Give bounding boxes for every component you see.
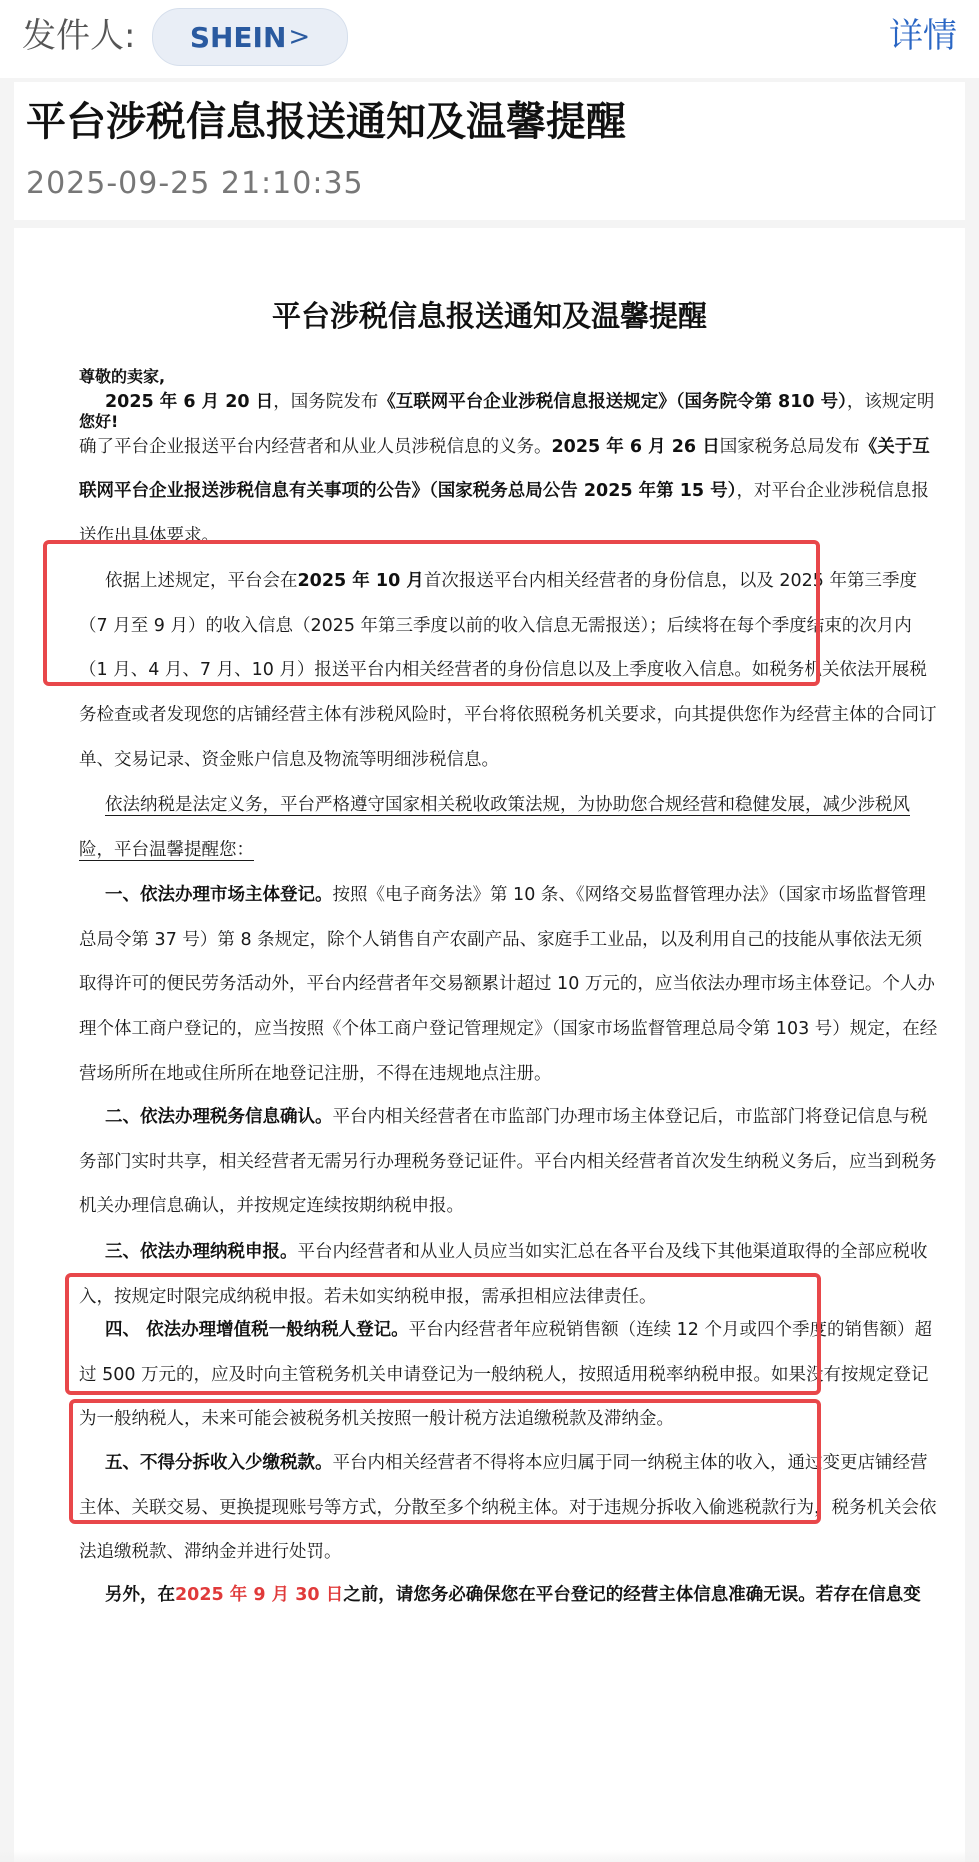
text-run: 之前，请您务必确保您在平台登记的经营主体信息准确无误。若存在信息变 <box>343 1585 921 1605</box>
text-run: ，国务院发布 <box>273 392 379 412</box>
paragraph-regulation <box>79 380 939 559</box>
text-run: 一、依法办理市场主体登记。 <box>105 885 333 905</box>
text-run: 四、 依法办理增值税一般纳税人登记。 <box>105 1320 409 1340</box>
document-title: 平台涉税信息报送通知及温馨提醒 <box>271 299 707 333</box>
text-run: 另外，在 <box>105 1585 175 1605</box>
greeting-hello: 您好! <box>79 412 119 431</box>
details-link[interactable]: 详情 <box>889 16 957 56</box>
paragraph-tax-confirmation <box>79 1095 939 1229</box>
text-run: 依据上述规定，平台会在 <box>105 571 298 591</box>
sender-chip[interactable] <box>152 8 348 66</box>
paragraph-reporting <box>79 559 939 783</box>
paragraph-market-registration <box>79 873 939 1097</box>
sender-name: SHEIN <box>189 20 287 54</box>
text-run: ，该规定明确了平台企业报送平台内经营者和从业人员涉税信息的义务。 <box>79 392 935 457</box>
chevron-right-icon: > <box>288 22 311 52</box>
text-run: 国家税务总局发布 <box>719 436 860 457</box>
paragraph-reminder-intro <box>79 783 939 872</box>
bottom-fade <box>0 1850 979 1862</box>
paragraph-tax-filing <box>79 1230 939 1319</box>
paragraph-vat-registration <box>79 1308 939 1442</box>
sender-bar <box>0 0 979 78</box>
text-run: ，对平台企业涉税信息报送作出具体要求。 <box>79 481 929 547</box>
text-run: 二、依法办理税务信息确认。 <box>105 1107 333 1127</box>
paragraph-deadline <box>79 1573 939 1618</box>
text-run: 2025 年 6 月 20 日 <box>105 392 274 412</box>
text-run: 三、依法办理纳税申报。 <box>105 1242 298 1262</box>
mail-datetime: 2025-09-25 21:10:35 <box>26 166 364 201</box>
text-run: 按照《电子商务法》第 10 条、《网络交易监督管理办法》（国家市场监督管理总局令第 37 号）第 8 条规定，除个人销售自产农副产品、家庭手工业品，以及利用自己的技能从事依法无须取得许可的便民劳务活动外，平台内经营者年交易额累计超过 10 万元的，应当依法办理市场主体登记。个人办理个体工商户登记的，应当按照《个体工商户登记管理规定》（国家市场监督管理总局令第 103 号）规定，在经营场所所在地或住所所在地登记注册，不得在违规地点注册。 <box>79 885 938 1084</box>
mail-header <box>14 82 965 220</box>
text-run: 2025 年 6 月 26 日 <box>551 436 720 457</box>
text-run: 平台内相关经营者在市监部门办理市场主体登记后，市监部门将登记信息与税务部门实时共享，相关经营者无需另行办理税务登记证件。平台内相关经营者首次发生纳税义务后，应当到税务机关办理信息确认，并按规定连续按期纳税申报。 <box>79 1107 937 1217</box>
text-run: 五、不得分拆收入少缴税款。 <box>105 1453 333 1473</box>
paragraph-income-splitting <box>79 1441 939 1575</box>
text-run: 平台内相关经营者不得将本应归属于同一纳税主体的收入，通过变更店铺经营主体、关联交易、更换提现账号等方式，分散至多个纳税主体。对于违规分拆收入偷逃税款行为，税务机关会依法追缴税款、滞纳金并进行处罚。 <box>79 1453 937 1563</box>
text-run: 《关于互联网平台企业报送涉税信息有关事项的公告》（国家税务总局公告 2025 年第 15 号） <box>79 436 930 502</box>
text-run: 2025 年 9 月 30 日 <box>175 1585 344 1605</box>
text-run: 2025 年 10 月 <box>297 571 424 591</box>
text-run: 《互联网平台企业涉税信息报送规定》（国务院令第 810 号） <box>378 392 847 412</box>
mail-body <box>14 228 965 1862</box>
text-run: 平台内经营者年应税销售额（连续 12 个月或四个季度的销售额）超过 500 万元的，应及时向主管税务机关申请登记为一般纳税人，按照适用税率纳税申报。如果没有按规定登记为一般纳税人，未来可能会被税务机关按照一般计税方法追缴税款及滞纳金。 <box>79 1320 932 1430</box>
mail-subject: 平台涉税信息报送通知及温馨提醒 <box>26 99 626 145</box>
sender-label: 发件人: <box>22 16 136 56</box>
text-run: 平台内经营者和从业人员应当如实汇总在各平台及线下其他渠道取得的全部应税收入，按规定时限完成纳税申报。若未如实纳税申报，需承担相应法律责任。 <box>79 1242 928 1307</box>
text-run: 首次报送平台内相关经营者的身份信息，以及 2025 年第三季度（7 月至 9 月）的收入信息（2025 年第三季度以前的收入信息无需报送）；后续将在每个季度结束的次月内（1 月、4 月、7 月、10 月）报送平台内相关经营者的身份信息以及上季度收入信息。如税务机关依法开展税务检查或者发现您的店铺经营主体有涉税风险时，平台将依照税务机关要求，向其提供您作为经营主体的合同订单、交易记录、资金账户信息及物流等明细涉税信息。 <box>79 571 937 770</box>
greeting-salutation: 尊敬的卖家, <box>79 367 166 386</box>
reminder-intro-text: 依法纳税是法定义务，平台严格遵守国家相关税收政策法规，为协助您合规经营和稳健发展，减少涉税风险，平台温馨提醒您： <box>79 795 910 860</box>
